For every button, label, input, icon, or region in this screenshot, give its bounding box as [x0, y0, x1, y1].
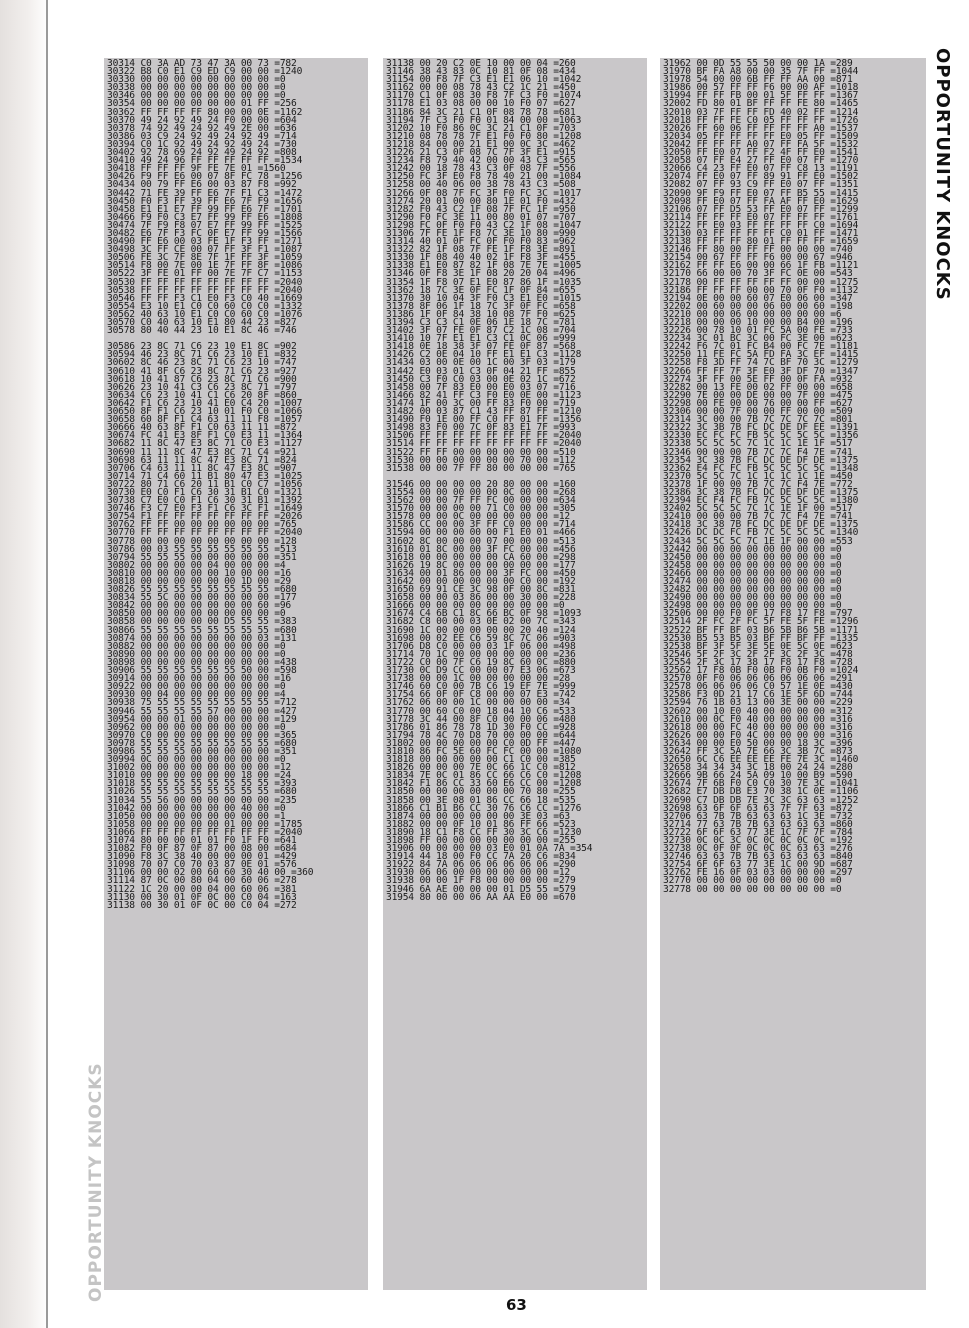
hex-listing-3: 31962 00 0D 55 55 50 00 00 1A =289 31970 BF FA A8 00 00 35 7F FF =1044 31978 54 00 00 6B FF FF AA 00 =871 31986 00 57 FF FF F6 00 00 AF =1018 31994 FF FF FB 00 01 5F FF FF =1367 32002 FD 80 01 BF FF FF FE 80 =1465 32010 03 7F FF FF FD 40 02 FF =1214 32018 FF FF FE C0 05 FF FF FF =1726 32026 FF 60 06 FF FF FF FF A0 =1537 32034 05 FF FF FF FF E0 05 FF =1509 32042 FF FF FF A0 07 FF FA 5F =1532 32050 FF E0 07 FF F2 4F FF E0 =1541 32058 07 FF E4 27 FF E0 07 FF =1270 32066 C4 23 FF E0 07 FF C8 13 =1191 32074 FF E0 07 FF 89 91 FF E0 =1502 32082 07 FF 93 C9 FF E0 07 FF =1351 32090 9F F9 FF E0 07 FF B5 55 =1415 32098 FF E0 07 FF FA AF FF E0 =1629 32106 07 FF D5 53 FF E0 07 FF =1299 32114 FF FF FF E0 07 FF FF FF =1761 32122 FF E0 03 FF FF FF FF C0 =1694 32130 03 FF FF FF FF C0 01 FF =1471 32138 FF FF FF 80 01 FF FF FF =1659 32146 FF 80 00 FF FF 00 00 00 =740 32154 00 67 FF FF F6 00 00 67 =946 32162 FF FF E6 00 00 66 1F FB =1121 32170 66 00 00 70 3F FC 0E 00 =543 32178 00 FF FF FF FF FF 00 00 =1275 32186 FF FF FF 00 00 70 0F F0 =1132 32194 0E 00 00 60 07 E0 06 00 =347 32202 00 60 00 00 06 00 00 60 =198 32210 00 00 06 00 00 00 00 00 =6 32218 00 00 00 10 00 00 B4 00 =196 32226 00 78 10 01 FC 5A 00 FE =733 32234 3C 01 BC 3C 00 FC 3E 00 =623 32242 F6 7C 01 FC B4 00 FC 7E =1181 32250 11 FE FC 5A FD FA 3C EF =1415 32258 F8 3D FF 74 7C BF 70 3C =1279 32266 FF FF 7F 3F E0 3F DF 70 =1347 32274 3F FF 00 5E FF 00 0F FA =932 32282 00 13 FE 00 02 FF 00 00 =658 32290 7E 00 00 DE 00 00 7F 00 =475 32298 00 FE 00 00 76 00 00 FF =627 32306 00 00 7F 00 00 FF 00 00 =509 32314 3C 00 00 7B 7C 7C 7C 7C =801 32322 3C 3B 7B FC DC DE DF EE =1391 32330 EC FC FC FB 5C 5C 5C 5C =1356 32338 5C 5C 5C 7C 1C 1C 1E 1F =517 32346 00 00 00 7B 7C 7C F4 7E =741 32354 3C 38 7B FC DC DE DF DE =1375 32362 E4 FC FC FB 5C 5C 5C 5C =1348 32370 5C 5C 7C 1C 1C 1C 1C 1E =450 32378 1F 00 00 7B 7C 7C F4 7E =772 32386 3C 38 7B FC DC DE DF DE =1375 32394 EC F4 FC FB 7C 5C 5C 5C =1380 32402 5C 5C 5C 7C 1C 1E 1F 00 =517 32410 00 00 00 7B 7C 7C F4 7E =741 32418 3C 38 7B FC DC DE DF DE =1375 32426 DC DC FC FB 7C 5C 5C 5C =1340 32434 5C 5C 5C 7C 1E 1F 00 00 =553 32442 00 00 00 00 00 00 00 00 =0 32450 00 00 00 00 00 00 00 00 =0 32458 00 00 00 00 00 00 00 00 =0 32466 00 00 00 00 00 00 00 00 =0 32474 00 00 00 00 00 00 00 00 =0 32482 00 00 00 00 00 00 00 00 =0 32490 00 00 00 00 00 00 00 00 =0 32498 00 00 00 00 00 00 00 00 =0 32506 00 00 F0 0F 17 F8 17 F8 =797 32514 2F FC 2F FC 5F FE 5F FE =1296 32522 BF FF BF 03 B6 5B B6 5B =1171 32530 B5 53 B5 03 BF FF BF FF =1335 32538 BF 3F 5F 3E 5E 0E 5C 0E =623 32546 5F 2F 3C 2F 2F 3C 2F 3C =478 32554 2F 3C 17 38 17 F8 17 F8 =728 32562 17 F8 0B F0 0B F0 0B F0 =1024 32570 0F F0 06 06 06 06 06 06 =291 32578 06 06 06 06 C0 57 1E 0E =430 32586 F3 0D 21 17 C6 1E 5F 6D =744 32594 76 1B 03 13 00 3E 00 00 =229 32602 00 10 E0 40 00 00 00 00 =312 32610 00 0C F0 40 00 00 00 00 =316 32618 00 00 FC 40 00 00 00 00 =316 32626 00 00 F0 4C 00 00 00 00 =316 32634 00 00 E0 50 00 00 18 3C =396 32642 FF 3C 5A 7E 66 3C 3B 7C =873 32650 6C C6 EE EE EE FE 7E 3C =1460 32658 34 34 34 3C 18 00 24 24 =280 32666 9B 66 24 5A 09 10 00 B9 =590 32674 7F 6B F0 C0 C0 30 7E 3C =1041 32682 E7 DB DB E3 70 38 1C 0E =1106 32690 C7 DB DB 7E 3C 3C 63 63 =1252 32698 63 6F 6F 63 63 7F 7F 63 =872 32706 63 7B 7B 63 63 63 1C 3E =732 32714 77 63 7B 7B 63 63 63 63 =860 32722 6F 6F 63 77 3E 1C 7F 7F =784 32730 0C 0C 3C 0C 0C 0C 0C 0C =192 32738 0C 0F 0F 0C 0C 0C 63 63 =276 32746 63 63 7B 7B 63 63 63 63 =840 32754 6F 6F 63 77 3E 1C 00 9D =687 32762 FE 16 0F 03 03 00 00 00 =297 32770 00 00 00 00 00 00 00 00 =0 32778 00 00 00 00 00 00 00 00 =0	[663, 58, 859, 895]
page-binding-gutter	[0, 0, 48, 1328]
page-number: 63	[506, 1296, 527, 1314]
hex-listing-1: 30314 C0 3A AD 73 47 3A 00 73 =782 30322 B8 C0 E1 C9 ED C9 00 00 =1240 30330 00 00 00 00 00 00 00 00 =0 30338 00 00 00 00 00 00 00 00 =0 30346 00 00 00 00 00 00 00 00 =0 30354 00 00 00 00 00 00 01 FF =256 30362 FF FF FF FF 80 00 00 0E =1162 30370 49 24 92 49 24 F0 00 00 =604 30378 74 92 49 24 92 49 2E 00 =636 30386 03 C9 24 92 49 24 92 49 =714 30394 C0 1C 92 49 24 92 49 24 =730 30402 92 78 69 24 92 49 24 92 =808 30410 49 24 96 FF FF FF FF FF =1534 30418 FF FF FF 9F FE 7E 01 =1560 30426 F9 FF E6 00 07 8F FC 78 =1256 30434 00 79 FF E6 00 03 87 F8 =992 30442 71 FE 39 FF E6 7F F1 C3 =1472 30450 F0 F3 FF 39 FF E6 7F F9 =1656 30458 E1 E1 E7 FF 99 FF E6 7F =1701 30466 F9 F0 C3 E7 FF 99 FF E6 =1808 30474 7F F9 F8 07 E7 FF 99 FF =1525 30482 E6 7F F3 FC 0F E7 FF 99 =1566 30490 FF E6 00 03 FE 1F F3 FF =1271 30498 3C FF CE 00 07 FF 3F F1 =1087 30506 FE 3C 7F 8E 7F 1F FF 3F =1059 30514 F8 00 7E 00 1E 7F FF 8F =1086 30522 3F FE 01 FF 00 7E 7F C7 =1153 30530 FF FF FF FF FF FF FF FF =2040 30538 FF FF FF FF FF FF FF FF =2040 30546 FF FF F3 C1 E0 F3 C0 40 =1669 30554 E3 10 E1 C0 C0 60 C0 C0 =1332 30562 40 63 10 E1 C0 C0 60 C0 =1076 30570 C0 40 63 10 E1 80 44 23 =827 30578 80 40 44 23 10 E1 8C 46 =746 30586 23 8C 71 C6 23 10 E1 8C =902 30594 46 23 8C 71 C6 23 10 E1 =832 30602 8C 46 23 8C 71 C6 23 10 =747 30610 41 8F C6 23 8C 71 C6 23 =927 30618 10 41 87 C6 23 8C 71 C6 =900 30626 23 10 41 C3 C6 23 8C 71 =797 30634 C6 23 10 41 C1 C6 20 8F =860 30642 F1 C6 23 10 41 E0 C4 20 =1007 30650 8F F1 C6 23 10 01 F0 C0 =1066 30658 60 8F F1 C4 63 11 11 F8 =1057 30666 40 63 8F F1 C0 63 11 11 =872 30674 FC 41 E3 8F F1 C0 E3 11 =1364 30682 11 8C 47 E3 8C 71 C0 E3 =1127 30690 11 11 8C 47 E3 8C 71 C4 =921 30698 63 11 11 8C 47 E3 8C 71 =824 30706 C4 63 11 11 8C 47 E3 8C =907 30714 71 C4 60 11 B1 80 47 E3 =1025 30722 80 71 C6 20 11 B1 C0 C7 =1056 30730 E0 C0 F1 C6 30 31 B1 C0 =1321 30738 C7 E0 C0 F1 C6 30 31 B1 =1392 30746 F3 C7 E0 F3 F1 C6 3C F1 =1649 30754 F1 FF FF FF FF FF FF FF =2026 30762 FF FF 00 00 00 00 00 00 =765 30770 FF FF FF FF FF FF FF FF =2040 30778 00 00 00 00 00 00 00 00 =128 30786 00 03 55 55 55 55 55 55 =513 30794 55 55 55 00 00 00 00 00 =351 30802 00 00 00 00 04 00 00 00 =4 30810 00 00 00 00 00 10 00 00 =16 30818 00 00 00 00 00 00 1D 00 =29 30826 55 55 55 55 55 55 55 55 =680 30834 55 5C 00 00 00 00 00 00 =177 30842 00 00 00 00 00 00 00 60 =96 30850 00 00 00 00 00 00 00 00 =0 30858 00 00 00 00 00 D5 55 55 =383 30866 55 55 55 55 55 55 55 55 =680 30874 00 00 00 00 00 00 00 03 =131 30882 00 00 00 00 00 00 00 00 =0 30890 00 00 00 00 00 00 00 00 =0 30898 00 00 00 00 00 00 00 00 =438 30906 55 55 55 55 55 55 50 00 =598 30914 00 00 00 00 00 00 00 00 =16 30922 00 00 00 00 00 00 00 00 =0 30930 00 04 00 00 00 00 00 00 =4 30938 75 55 55 55 55 55 55 55 =712 30946 55 55 55 55 57 00 00 00 =427 30954 00 00 01 00 00 00 00 00 =129 30962 00 00 00 00 00 00 00 00 =0 30970 C0 00 00 00 00 00 00 00 =365 30978 55 55 55 55 55 55 55 55 =680 30986 55 55 55 00 00 00 00 00 =351 30994 0C 00 00 00 00 00 00 00 =0 31002 00 00 00 00 00 00 00 00 =12 31010 00 00 00 00 00 00 18 00 =24 31018 55 55 55 55 55 55 55 55 =393 31026 55 55 55 55 55 55 55 55 =680 31034 55 56 00 00 00 00 00 00 =235 31042 00 00 00 00 00 00 40 00 =0 31050 00 00 00 00 00 00 00 00 =1 31058 00 00 00 00 00 01 00 00 =1785 31066 FF FF FF FF FF FF FF FF =2040 31074 80 00 00 01 01 F0 1F F0 =641 31082 F0 0F 87 0F 87 00 08 00 =684 31090 F8 3C 38 40 00 00 00 01 =429 31098 70 07 C0 70 03 87 0E 01 =576 31106 00 00 02 00 60 60 30 40 00 =360 31114 87 0C 00 80 04 00 60 06 =278 31122 1C 20 00 00 04 00 60 06 =381 31130 00 30 01 0F 0C 00 C0 04 =163 31138 00 30 01 0F 0C 00 C0 04 =272	[107, 58, 314, 911]
hex-listing-2: 31138 00 20 C2 0E 10 00 00 04 =260 31146 38 43 83 0C 10 81 0F 08 =434 31154 00 F8 7F C3 E1 E1 06 10 =1042 31162 00 00 08 78 43 C2 1C 21 =450 31170 C1 0F 08 30 F8 7F C3 F0 =1074 31178 E1 03 08 00 00 10 F0 07 =627 31186 84 3C 21 C1 0F 08 78 78 =681 31194 7F C3 F0 F0 01 84 00 00 =1063 31202 10 F0 86 0C 3C 21 C1 0F =703 31210 08 78 78 7F E1 F0 F0 80 =1208 31218 84 00 00 21 E1 00 0C 3C =462 31226 21 C3 0F 08 7C 7F 3F E1 =915 31234 F8 79 40 42 00 00 43 C3 =565 31242 00 18 78 43 C3 0F 08 7F =556 31250 FC 3F E0 F8 78 40 21 00 =1084 31258 00 40 06 00 38 78 43 C3 =508 31266 0F 08 7F FC 3F F0 FC 3C =1017 31274 20 01 00 00 80 1E 01 F0 =432 31282 F0 43 C2 1F 08 7F FC 1F =950 31290 F0 FC 3E 11 00 80 01 07 =707 31298 FC 0F F0 F0 43 C2 1F 08 =1047 31306 7F FE 1F F8 7C 3E 10 80 =990 31314 40 01 0F FC 0F F0 F0 83 =962 31322 82 1F 08 7F FE 1F F8 3E =891 31330 1F 08 40 40 02 1F F8 3F =455 31338 E1 E0 87 82 1F 08 7E 7E =1005 31346 0F F8 3E 1F 08 20 20 04 =496 31354 1F F8 07 E1 E0 87 86 1F =1035 31362 18 7C 3E 0F FC 1F 0F 84 =655 31370 30 10 04 3F F0 C3 E1 E0 =1015 31378 8F 06 1F 18 7C 3F 0F FC =658 31386 1F 0F 84 38 10 08 7F F0 =625 31394 C3 C3 C1 0E 06 1E 18 7C =781 31402 3F 07 FE 0F 87 C2 1C 08 =704 31410 10 7F E1 E1 C3 C1 0C 06 =999 31418 0E 18 38 3F 07 FE 0F 87 =568 31426 C2 0E 04 10 FF E1 E1 C3 =1128 31434 03 00 0E 00 1C 00 3F 03 =179 31442 E0 03 01 C3 0F 04 21 FF =855 31450 C3 F0 C0 03 00 0E 02 1C =672 31458 00 7F 83 E0 00 E0 03 07 =716 31466 82 41 FF C3 F0 E0 0E 00 =1123 31474 1F 00 3C 00 FF 83 F0 00 =719 31482 00 03 87 C1 43 FF 87 FF =1210 31490 F0 1E 00 FF C0 FF 01 FF =1356 31498 83 F0 00 7C 0F 83 E1 7F =993 31506 FF FF FF FF FF FF FF FF =2040 31514 FF FF FF FF FF FF FF FF =2040 31522 FF FF 00 00 00 00 00 00 =510 31530 00 00 00 00 00 00 70 00 =112 31538 00 00 7F FF 80 00 00 00 =765 31546 00 00 00 00 20 80 00 00 =160 31554 00 00 00 00 00 0C 00 00 =268 31562 00 00 7F FF FC 00 00 00 =634 31570 00 00 00 00 71 C0 00 00 =305 31578 00 00 0C 00 00 00 00 00 =12 31586 CC 00 00 3F FF C0 00 00 =714 31594 00 00 00 00 00 F1 E0 01 =466 31602 8C 00 00 00 07 00 00 00 =513 31610 01 8C 00 00 3F FC 00 00 =456 31618 00 00 00 00 00 CA 60 00 =298 31626 19 8C 00 00 00 00 00 00 =177 31634 00 01 86 00 00 3F FC 00 =450 31642 00 00 00 00 00 00 C0 00 =192 31650 69 91 CE 3C 98 0F 00 8C =831 31658 00 00 03 86 00 00 30 00 =228 31666 00 00 00 00 00 00 00 00 =0 31674 C4 6B C1 8C 66 BC 0F 98 =1093 31682 C8 00 00 03 0E 02 00 7C =343 31690 1C 00 00 00 00 00 20 40 =124 31698 00 02 EE C6 59 8C 7C 06 =903 31706 D8 C0 00 00 03 1F 06 00 =498 31714 70 1C 00 00 00 00 00 00 =236 31722 C0 00 7F C6 19 8C 60 0C =880 31730 0C D9 CC 00 00 07 E3 06 =673 31738 00 00 1C 00 00 00 00 00 =28 31746 60 C0 00 7B C6 19 EF 7E =999 31754 66 0F 0F C8 00 00 07 E3 =742 31762 06 00 00 1C 00 00 00 00 =34 31770 00 60 C0 00 18 04 10 C6 =533 31778 3C 44 00 8F C0 00 00 06 =480 31786 01 86 78 78 1D 30 F0 CC =928 31794 78 4C 70 D8 70 00 00 00 =644 31802 00 00 00 00 00 C0 0D FF =447 31810 86 FC 5E 60 FC FC 00 00 =1080 31818 00 00 00 00 00 C1 C0 00 =385 31826 00 00 00 7E 0C 66 1C C0 =812 31834 7E 0C 01 86 CC 66 C6 C0 =1208 31842 F1 86 CC 33 60 E6 CC 00 =1208 31850 00 00 00 00 00 00 70 80 =255 31858 00 3E 08 01 86 CC 66 18 =535 31866 C1 B1 B6 CC 30 76 C6 CC =1276 31874 00 00 00 00 00 00 3E 03 =63 31882 00 00 0F 10 01 86 FF 66 =523 31890 18 C1 F8 CC FF 30 3C C6 =1230 31898 FF 00 00 00 00 00 00 00 =255 31906 00 00 00 00 03 E0 01 0A 7A =354 31914 44 18 00 F0 CC 7A 20 C6 =834 31922 84 7A 06 06 06 06 06 06 =290 31930 06 06 00 00 00 00 00 00 =12 31938 00 00 1F F8 00 00 00 00 =279 31946 6A AE 00 00 00 01 D5 55 =579 31954 80 00 00 06 AA AA E0 00 =670	[386, 58, 593, 903]
running-header-title: OPPORTUNITY KNOCKS	[932, 48, 953, 301]
binding-edge	[46, 0, 48, 1328]
listing-column-2	[383, 58, 647, 1290]
listing-column-1	[104, 58, 368, 1290]
running-footer-title: OPPORTUNITY KNOCKS	[86, 1062, 106, 1302]
listing-column-3	[660, 58, 926, 1290]
